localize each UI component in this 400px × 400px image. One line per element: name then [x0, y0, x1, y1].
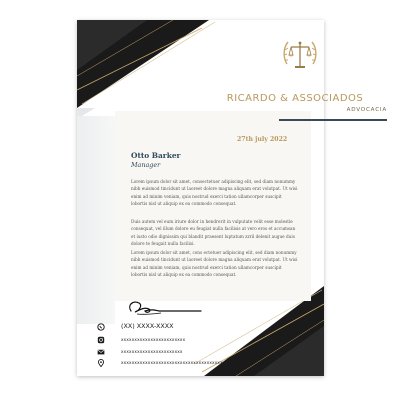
contact-instagram [97, 336, 186, 344]
whatsapp-icon [97, 323, 105, 331]
letter-date: 27th july 2022 [237, 136, 288, 143]
email-icon [97, 348, 105, 356]
scales-of-justice-icon [279, 34, 321, 76]
contact-phone [97, 322, 174, 331]
body-paragraph: Lorem ipsum dolor sit amet, cons ectetuer adipiscing elit, sed diam nonummy nibh euismod tincidunt ut laoreet dolore magna aliquam erat volutpat. Ut wisi enim ad minim veniam, quis nostrud exerci tation ullamcorper suscipit lobortis nisl ut aliquip ex ea commodo consequat. [131, 250, 298, 278]
header-divider [279, 119, 387, 121]
phone-number: (XX) XXXX-XXXX [121, 322, 174, 330]
top-left-decoration [77, 20, 217, 110]
firm-tagline: ADVOCACIA [346, 107, 387, 113]
recipient-title: Manager [131, 161, 161, 169]
recipient-name: Otto Barker [131, 151, 181, 160]
contact-email [97, 348, 183, 356]
letterhead-page [77, 20, 387, 376]
body-paragraph: Duis autem vel eum iriure dolor in hendrerit in vulputate velit esse molestie consequat, vel illum dolore eu feugiat nulla facilisis at vero eros et accumsan et iusto odio dignissim qui blandit praesent luptatum zzril delenit augue duis dolore te feugait nulla facilisi. [131, 219, 296, 247]
instagram-handle: xxxxxxxxxxxxxxxxxxxxxxxx [121, 337, 186, 342]
contact-address [97, 359, 223, 367]
firm-name: RICARDO & ASSOCIADOS [226, 93, 364, 104]
instagram-icon [97, 336, 105, 344]
sidebar-band [77, 116, 115, 324]
location-pin-icon [97, 359, 105, 367]
postal-address: xxxxxxxxxxxxxxxxxxxxxxxxxxxxxxxxxxxxxx [121, 360, 223, 365]
email-address: xxxxxxxxxxxxxxxxxxxxxxx [121, 349, 183, 354]
body-paragraph: Lorem ipsum dolor sit amet, consectetuer adipiscing elit, sed diam nonummy nibh euismod tincidunt ut laoreet dolore magna aliquam erat volutpat. Ut wisi enim ad minim veniam, quis nostrud exerci tation ullamcorper suscipit lobortis nisl ut aliquip ex ea commodo consequat. [131, 179, 298, 207]
handwritten-signature [125, 297, 205, 319]
